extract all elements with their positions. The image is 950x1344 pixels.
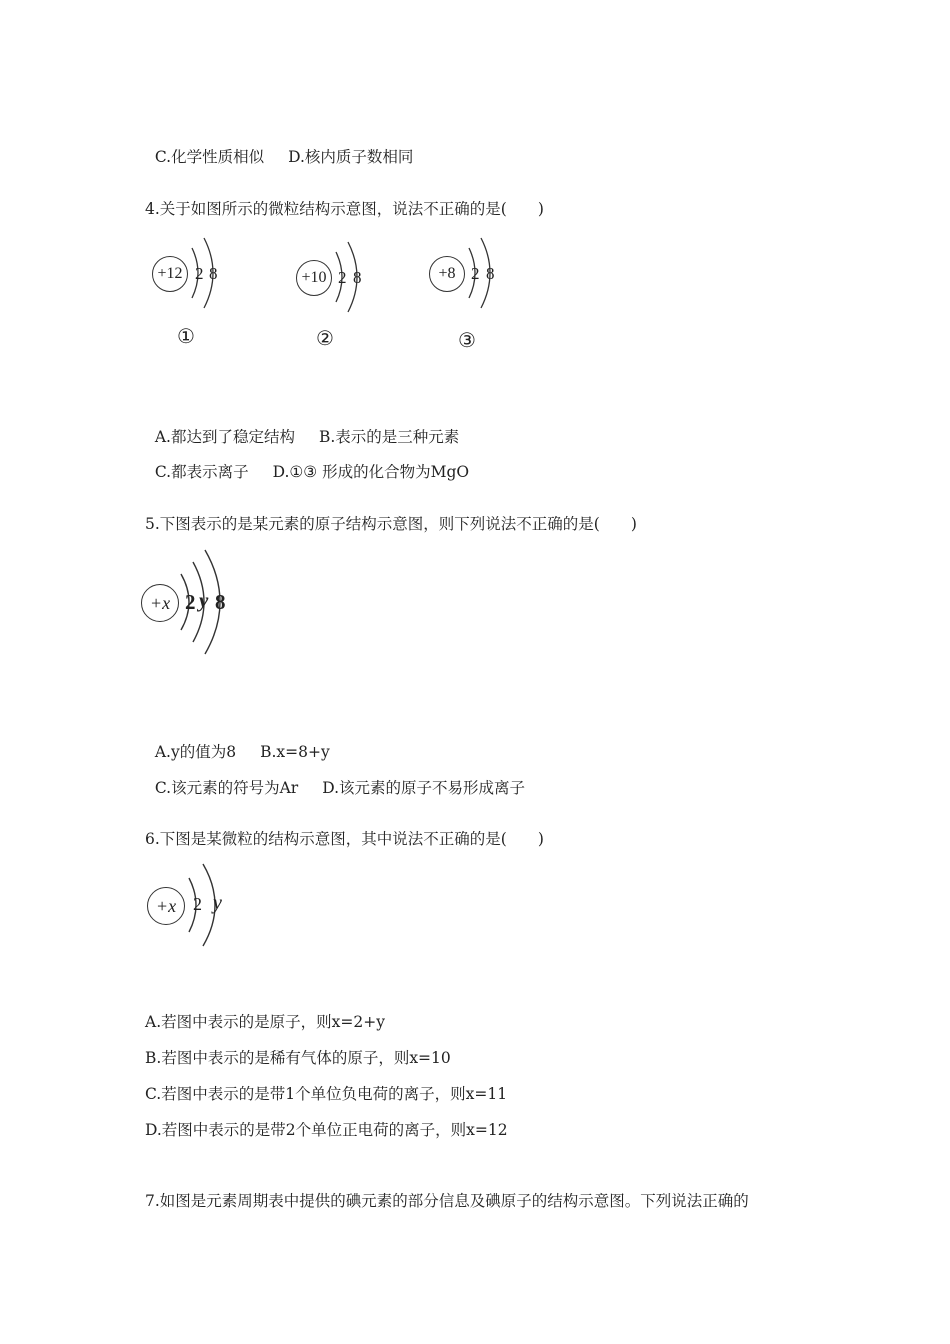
q4-atom-2-shell-arcs — [296, 236, 376, 326]
q7-stem: 7.如图是元素周期表中提供的碘元素的部分信息及碘原子的结构示意图。下列说法正确的 — [145, 1192, 749, 1210]
q4-stem: 4.关于如图所示的微粒结构示意图，说法不正确的是( ) — [145, 200, 544, 218]
q4-atom-diagram-2 — [296, 236, 376, 326]
q5-options-cd — [145, 758, 525, 798]
q4-atom-2-shell-2: 8 — [353, 268, 362, 287]
q5-shell-2: y — [199, 588, 209, 612]
q4-diagram-label-3: ③ — [458, 328, 476, 352]
q4-option-d: D.①③ 形成的化合物为MgO — [272, 463, 470, 481]
q6-nucleus-label: +x — [155, 895, 177, 916]
q4-options-cd — [145, 442, 469, 482]
q5-shell-3: 8 — [215, 590, 226, 614]
q4-atom-1-shell-1: 2 — [195, 264, 204, 283]
q4-atom-1-nucleus: +12 — [152, 256, 188, 292]
q4-atom-1-shell-2: 8 — [209, 264, 218, 283]
q4-atom-2-shell-1: 2 — [338, 268, 347, 287]
q5-stem: 5.下图表示的是某元素的原子结构示意图，则下列说法不正确的是( ) — [145, 515, 637, 533]
q5-options-ab — [145, 722, 330, 762]
q6-option-d: D.若图中表示的是带2个单位正电荷的离子，则x=12 — [145, 1121, 508, 1139]
q3-option-c: C.化学性质相似 — [154, 148, 265, 166]
q5-option-a: A.y的值为8 — [154, 743, 237, 761]
q5-option-c: C.该元素的符号为Ar — [154, 779, 299, 797]
q4-options-ab — [145, 407, 459, 447]
q5-shell-arcs — [141, 546, 251, 661]
q4-option-b: B.表示的是三种元素 — [318, 428, 460, 446]
q4-diagram-label-1: ① — [177, 324, 195, 348]
q4-option-a: A.都达到了稳定结构 — [154, 428, 295, 446]
q6-shell-2: y — [213, 892, 222, 914]
q6-option-c: C.若图中表示的是带1个单位负电荷的离子，则x=11 — [145, 1085, 508, 1103]
q4-atom-diagram-3 — [429, 232, 509, 322]
q6-stem: 6.下图是某微粒的结构示意图，其中说法不正确的是( ) — [145, 830, 544, 848]
q4-atom-1-shell-arcs — [152, 232, 232, 322]
q4-option-c: C.都表示离子 — [154, 463, 249, 481]
q5-atom-diagram — [141, 546, 251, 661]
q6-shell-arcs — [147, 862, 237, 952]
q4-atom-2-nucleus: +10 — [296, 260, 332, 296]
q5-nucleus-label: +x — [149, 592, 171, 613]
q4-atom-3-shell-arcs — [429, 232, 509, 322]
q3-option-d: D.核内质子数相同 — [288, 148, 414, 166]
q5-shell-1: 2 — [185, 590, 196, 614]
q6-option-b: B.若图中表示的是稀有气体的原子，则x=10 — [145, 1049, 451, 1067]
q6-atom-diagram — [147, 862, 237, 952]
q4-atom-diagram-1 — [152, 232, 232, 322]
q6-shell-1: 2 — [193, 894, 202, 914]
q3-options-cd — [145, 127, 413, 167]
q6-option-a: A.若图中表示的是原子，则x=2+y — [145, 1013, 385, 1031]
q4-atom-3-shell-1: 2 — [471, 264, 480, 283]
q4-atom-3-nucleus: +8 — [429, 256, 465, 292]
q4-atom-3-shell-2: 8 — [486, 264, 495, 283]
q4-diagram-label-2: ② — [316, 326, 334, 350]
q5-option-b: B.x=8+y — [260, 743, 330, 761]
q5-option-d: D.该元素的原子不易形成离子 — [322, 779, 526, 797]
